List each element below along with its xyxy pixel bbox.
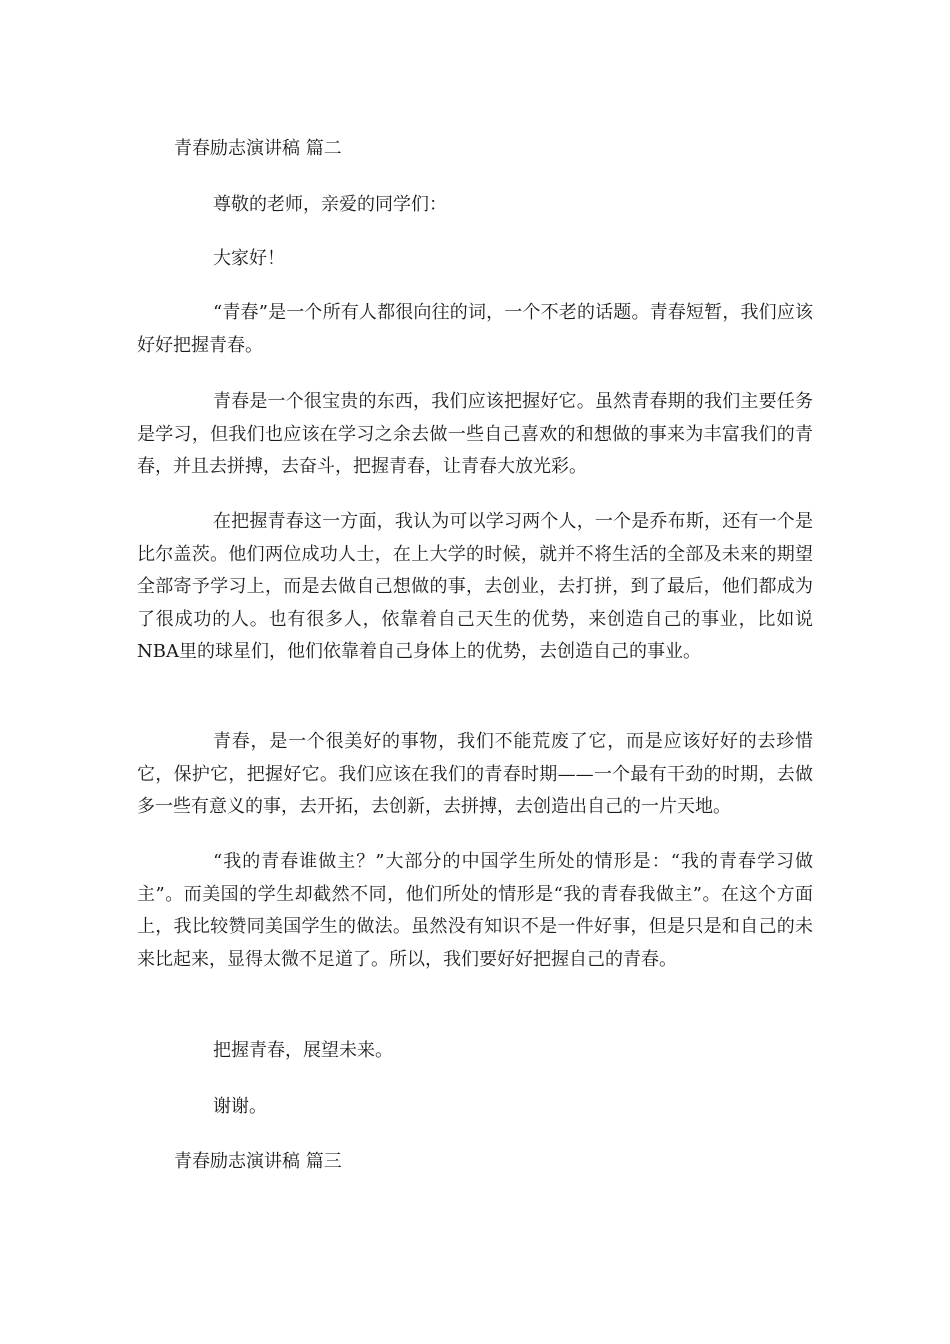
- paragraph-3: 在把握青春这一方面，我认为可以学习两个人，一个是乔布斯，还有一个是比尔盖茨。他们两位成功人士，在上大学的时候，就并不将生活的全部及未来的期望全部寄予学习上，而是去做自己想做的事，去创业，去打拼，到了最后，他们都成为了很成功的人。也有很多人，依靠着自己天生的优势，来创造自己的事业，比如说NBA里的球星们，他们依靠着自己身体上的优势，去创造自己的事业。: [137, 511, 813, 662]
- paragraph-4: 青春，是一个很美好的事物，我们不能荒废了它，而是应该好好的去珍惜它，保护它，把握好它。我们应该在我们的青春时期——一个最有干劲的时期，去做多一些有意义的事，去开拓，去创新，去拼搏，去创造出自己的一片天地。: [137, 731, 813, 817]
- paragraph-5: “我的青春谁做主？”大部分的中国学生所处的情形是：“我的青春学习做主”。而美国的学生却截然不同，他们所处的情形是“我的青春我做主”。在这个方面上，我比较赞同美国学生的做法。虽然没有知识不是一件好事，但是只是和自己的未来比起来，显得太微不足道了。所以，我们要好好把握自己的青春。: [137, 851, 813, 970]
- greeting: 大家好！: [213, 248, 285, 269]
- paragraph-2: 青春是一个很宝贵的东西，我们应该把握好它。虽然青春期的我们主要任务是学习，但我们也应该在学习之余去做一些自己喜欢的和想做的事来为丰富我们的青春，并且去拼搏，去奋斗，把握青春，让青春大放光彩。: [137, 391, 813, 477]
- section-heading-3: 青春励志演讲稿 篇三: [174, 1151, 342, 1172]
- paragraph-1: “青春”是一个所有人都很向往的词，一个不老的话题。青春短暂，我们应该好好把握青春。: [137, 302, 813, 356]
- salutation: 尊敬的老师，亲爱的同学们：: [213, 194, 447, 215]
- thanks-line: 谢谢。: [213, 1096, 267, 1117]
- closing-line: 把握青春，展望未来。: [213, 1040, 393, 1061]
- section-heading-2: 青春励志演讲稿 篇二: [174, 138, 342, 159]
